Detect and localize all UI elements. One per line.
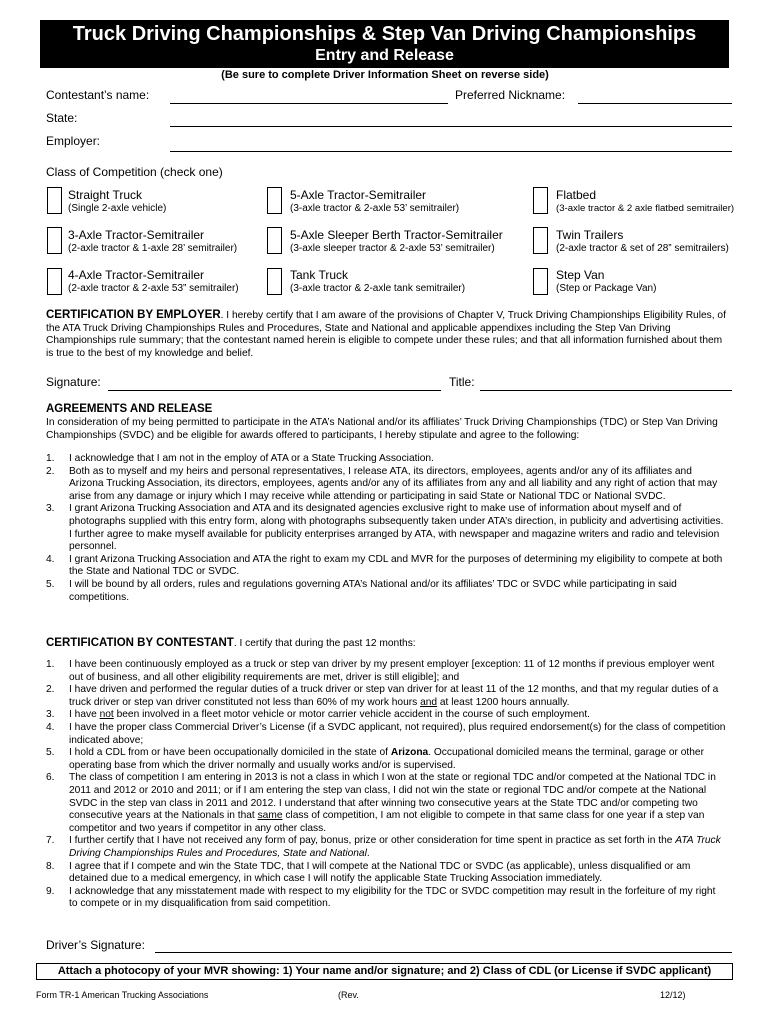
list-item: 1. I have been continuously employed as a truck or step van driver by my present employer [exception: 11 of 12 months if previous employer went out of business, and all other eligibility requirements are met, driver is still eligible]; and — [46, 659, 715, 683]
mvr-attachment-note: Attach a photocopy of your MVR showing: 1) Your name and/or signature; and 2) Class of CDL (or License if SVDC applicant) — [36, 963, 733, 980]
class-name: 5-Axle Sleeper Berth Tractor-Semitrailer — [290, 228, 503, 242]
list-item: 9. I acknowledge that any misstatement made with respect to my eligibility for the TDC or SVDC competition may result in the forfeiture of my right to compete or in my disqualification from said competition. — [46, 885, 716, 910]
list-item: 7. I further certify that I have not received any form of pay, bonus, prize or other consideration for time spent in practice as set forth in the ATA Truck Driving Championships Rules and Procedures, State and National. — [46, 835, 721, 859]
checkbox-5-axle-tractor[interactable] — [267, 187, 282, 214]
class-desc: (3-axle tractor & 2-axle 53’ semitrailer) — [290, 203, 460, 214]
employer-cert-heading: CERTIFICATION BY EMPLOYER — [46, 309, 221, 321]
agreements-heading: AGREEMENTS AND RELEASE — [46, 403, 213, 415]
form-subtitle: Entry and Release — [315, 47, 454, 64]
class-heading: Class of Competition (check one) — [46, 165, 223, 179]
checkbox-3-axle-tractor[interactable] — [47, 227, 62, 254]
nickname-field[interactable] — [578, 103, 732, 104]
driver-signature-field[interactable] — [155, 952, 732, 953]
class-name: Twin Trailers — [556, 228, 624, 242]
list-item: 5. I hold a CDL from or have been occupationally domiciled in the state of Arizona. Occupational domiciled means the terminal, garage or other operating base from which the driver normally and usually works and/or is supervised. — [46, 747, 704, 771]
employer-field[interactable] — [170, 151, 732, 152]
revision-date: 12/12) — [660, 990, 686, 1000]
checkbox-flatbed[interactable] — [533, 187, 548, 214]
class-desc: (Single 2-axle vehicle) — [68, 203, 167, 214]
contestant-cert-intro: . I certify that during the past 12 months: — [233, 638, 416, 649]
list-item: 3. I grant Arizona Trucking Association and ATA and its designated agencies exclusive right to make use of information about myself and of photographs supplied with this entry form, along with photographs subsequently taken under ATA’s direction, in publicity and advertising activities. I further agree to make myself available for publicity enterprises arranged by ATA, with newspaper and magazine writers and radio and television personnel. — [46, 503, 724, 553]
state-field[interactable] — [170, 126, 732, 127]
contestant-list — [46, 659, 726, 911]
class-name: Tank Truck — [290, 268, 349, 282]
signature-label: Signature: — [46, 375, 101, 389]
class-desc: (3-axle sleeper tractor & 2-axle 53’ semitrailer) — [290, 243, 495, 254]
agreements-intro: In consideration of my being permitted to participate in the ATA’s National and/or its affiliates’ Truck Driving Championships (TDC) or Step Van Driving Championships (SVDC) and be eligible for awards offered to participants, I hereby stipulate and agree to the following: — [46, 417, 718, 441]
list-item: 2. I have driven and performed the regular duties of a truck driver or step van driver for at least 11 of the 12 months, and that my regular duties of a truck driver or step van driver constituted not less than 60% of my work hours and at least 1200 hours annually. — [46, 684, 719, 708]
checkbox-sleeper-berth[interactable] — [267, 227, 282, 254]
list-item: 4. I have the proper class Commercial Driver’s License (if a SVDC applicant, not required), plus required endorsement(s) for the class of competition indicated above; — [46, 721, 726, 746]
checkbox-straight-truck[interactable] — [47, 187, 62, 214]
employer-cert-text: . I hereby certify that I am aware of the provisions of Chapter V, Truck Driving Championships Eligibility Rules, of the ATA Truck Driving Championships Rules and Procedures, State and National and applicable appendixes including the Step Van Driving Championships rule summary; that the contestant named herein is eligible to compete under these rules; and that all information furnished about them is true to the best of my knowledge and belief. — [46, 310, 726, 359]
class-name: 5-Axle Tractor-Semitrailer — [290, 188, 427, 202]
nickname-label: Preferred Nickname: — [455, 88, 566, 102]
list-item: 2. Both as to myself and my heirs and personal representatives, I release ATA, its directors, employees, agents and/or any of its affiliates and Arizona Trucking Association, its directors, employees, agents and/or any of its affiliates from any and all liability and any right of action that may arise from any damage or injury which I may receive while attending or participating in said State or National TDC or National SVDC. — [46, 465, 718, 502]
checkbox-tank-truck[interactable] — [267, 268, 282, 295]
list-item: 8. I agree that if I compete and win the State TDC, that I will compete at the National TDC or SVDC (as applicable), unless disqualified or am detained due to a medical emergency, in which case I will notify the applicable State Trucking Association immediately. — [46, 860, 691, 885]
class-name: Flatbed — [556, 188, 597, 202]
employer-label: Employer: — [46, 134, 101, 148]
checkbox-twin-trailers[interactable] — [533, 227, 548, 254]
class-name: 3-Axle Tractor-Semitrailer — [68, 228, 205, 242]
employer-signature-field[interactable] — [108, 390, 441, 391]
list-item: 1. I acknowledge that I am not in the employ of ATA or a State Trucking Association. — [46, 453, 434, 464]
class-desc: (2-axle tractor & set of 28” semitrailers) — [556, 243, 729, 254]
form-number: Form TR-1 American Trucking Associations — [36, 990, 209, 1000]
contestant-cert-heading: CERTIFICATION BY CONTESTANT — [46, 637, 234, 649]
state-label: State: — [46, 111, 78, 125]
class-desc: (Step or Package Van) — [556, 283, 657, 294]
class-desc: (3-axle tractor & 2-axle tank semitrailer) — [290, 283, 466, 294]
contestant-certification — [46, 637, 416, 649]
reverse-side-note: (Be sure to complete Driver Information Sheet on reverse side) — [221, 69, 549, 81]
contestant-name-label: Contestant’s name: — [46, 88, 150, 102]
header-banner — [40, 20, 729, 68]
form-title: Truck Driving Championships & Step Van Driving Championships — [72, 23, 697, 45]
class-name: Step Van — [556, 268, 605, 282]
class-desc: (2-axle tractor & 1-axle 28’ semitrailer) — [68, 243, 238, 254]
revision-label: (Rev. — [338, 990, 359, 1000]
agreements-list — [46, 453, 726, 604]
class-name: Straight Truck — [68, 188, 143, 202]
list-item: 4. I grant Arizona Trucking Association and ATA the right to exam my CDL and MVR for the purposes of determining my eligibility to compete at both the State and National TDC or SVDC. — [46, 553, 723, 578]
list-item: 5. I will be bound by all orders, rules and regulations governing ATA’s National and/or its affiliates’ TDC or SVDC while participating in said competitions. — [46, 578, 677, 603]
class-desc: (2-axle tractor & 2-axle 53” semitrailer) — [68, 283, 239, 294]
employer-certification — [46, 309, 726, 360]
list-item: 3. I have not been involved in a fleet motor vehicle or motor carrier vehicle accident in the course of such employment. — [46, 709, 590, 721]
checkbox-step-van[interactable] — [533, 268, 548, 295]
title-field[interactable] — [480, 390, 732, 391]
title-label: Title: — [449, 375, 475, 389]
driver-signature-label: Driver’s Signature: — [46, 938, 145, 952]
checkbox-4-axle-tractor[interactable] — [47, 268, 62, 295]
class-name: 4-Axle Tractor-Semitrailer — [68, 268, 205, 282]
class-desc: (3-axle tractor & 2 axle flatbed semitrailer) — [556, 203, 735, 214]
contestant-name-field[interactable] — [170, 103, 448, 104]
list-item: 6. The class of competition I am entering in 2013 is not a class in which I won at the state or regional TDC and/or competed at the National TDC in 2011 and 2012 or 2010 and 2011; or if I am entering the step van class, I did not win the state or regional TDC and/or compete at the National SVDC in the step van class in 2011 and 2012. I understand that after winning two consecutive years at the State TDC and/or competing two consecutive years at the Nationals in that same class of competition, I am not eligible to compete in that same class for one year if a step van competitor and two years if competitor in any other class. — [46, 772, 716, 834]
